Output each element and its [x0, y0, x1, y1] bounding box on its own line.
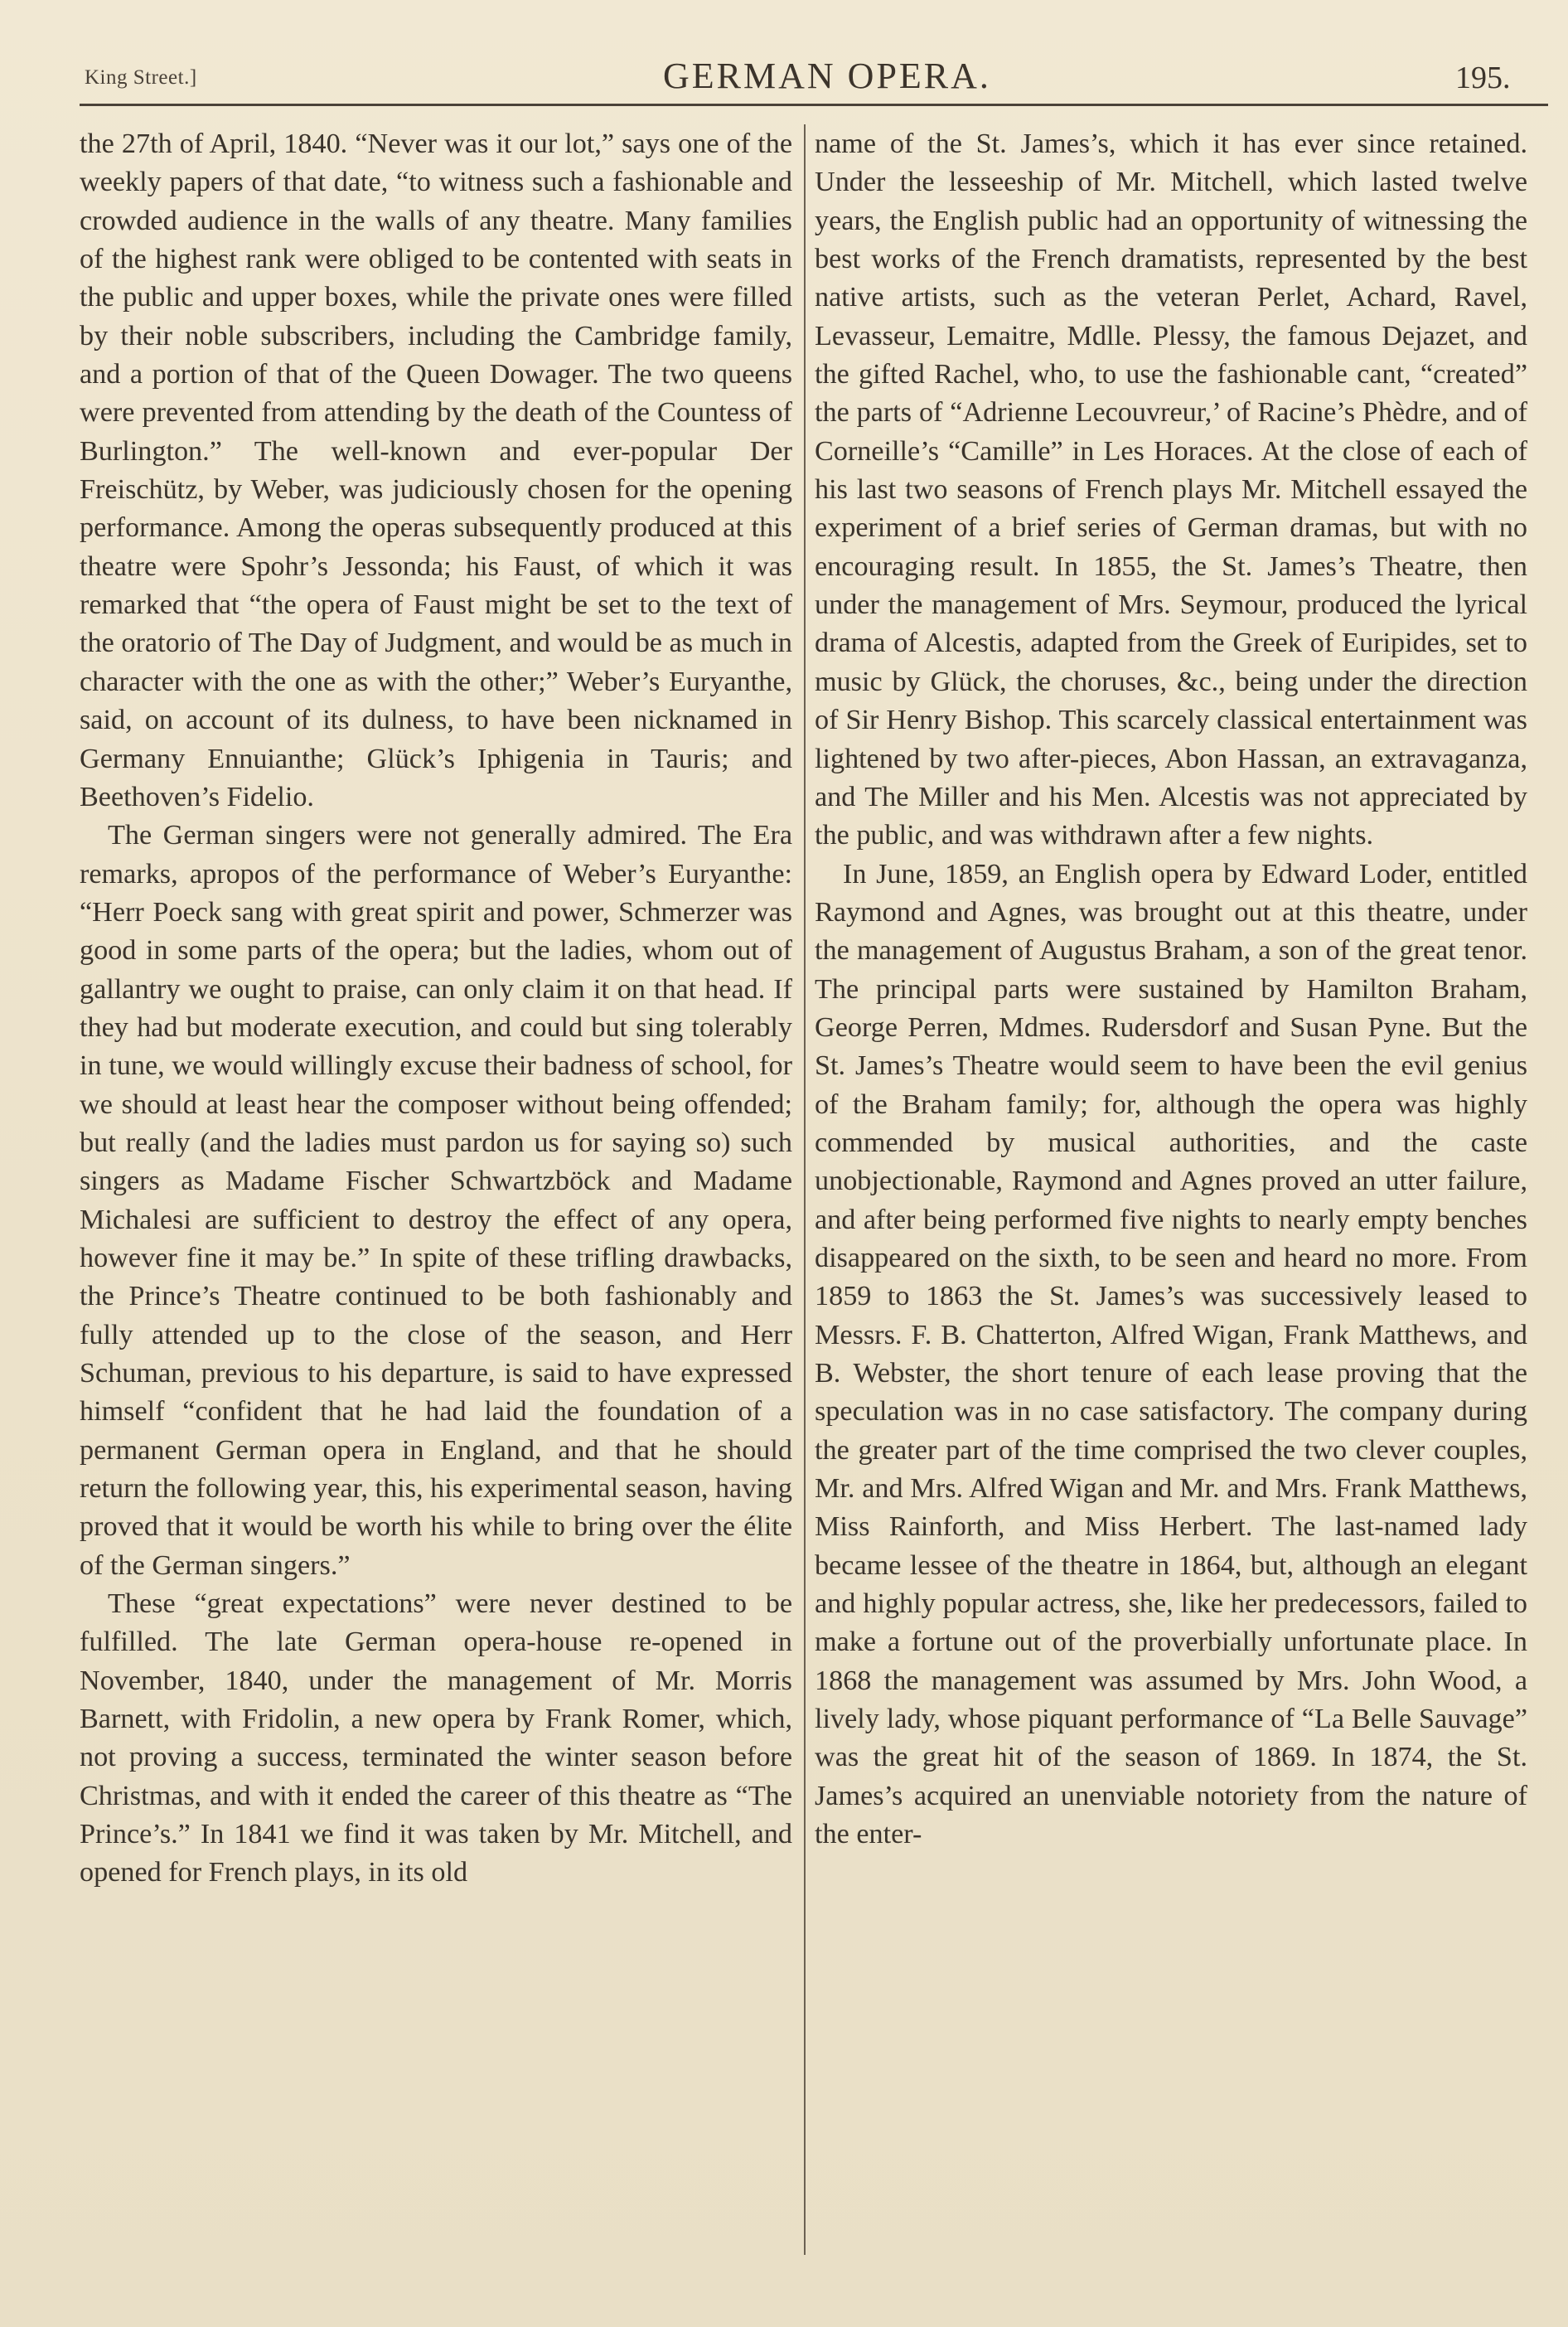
page-header [80, 55, 1555, 104]
page-number: 195. [1455, 61, 1511, 95]
paragraph: These “great expectations” were never destined to be fulfilled. The late German opera-house re-opened in November, 1840, under the management of Mr. Morris Barnett, with Fridolin, a new opera by Frank Romer, which, not proving a success, terminated the winter season before Christmas, and with it ended the career of this theatre as “The Prince’s.” In 1841 we find it was taken by Mr. Mitchell, and opened for French plays, in its old [80, 1588, 792, 1888]
running-head: King Street.] [85, 66, 197, 89]
column-divider [804, 124, 806, 2255]
page-title: GERMAN OPERA. [663, 56, 991, 96]
left-column [80, 125, 792, 1893]
paragraph: In June, 1859, an English opera by Edward Loder, entitled Raymond and Agnes, was brought out at this theatre, under the management of Augustus Braham, a son of the great tenor. The principal parts were sustained by Hamilton Braham, George Perren, Mdmes. Rudersdorf and Susan Pyne. But the St. James’s Theatre would seem to have been the evil genius of the Braham family; for, although the opera was highly commended by musical authorities, and the caste unobjectionable, Raymond and Agnes proved an utter failure, and after being performed five nights to nearly empty benches disappeared on the sixth, to be seen and heard no more. From 1859 to 1863 the St. James’s was successively leased to Messrs. F. B. Chatterton, Alfred Wigan, Frank Matthews, and B. Webster, the short tenure of each lease proving that the speculation was in no case satisfactory. The company during the greater part of the time comprised the two clever couples, Mr. and Mrs. Alfred Wigan and Mr. and Mrs. Frank Matthews, Miss Rainforth, and Miss Herbert. The last-named lady became lessee of the theatre in 1864, but, although an elegant and highly popular actress, she, like her predecessors, failed to make a fortune out of the proverbially unfortunate place. In 1868 the management was assumed by Mrs. John Wood, a lively lady, whose piquant performance of “La Belle Sauvage” was the great hit of the season of 1869. In 1874, the St. James’s acquired an unenviable notoriety from the nature of the enter- [815, 858, 1527, 1850]
paragraph: name of the St. James’s, which it has ever since retained. Under the lesseeship of Mr. Mitchell, which lasted twelve years, the English public had an opportunity of witnessing the best works of the French dramatists, represented by the best native artists, such as the veteran Perlet, Achard, Ravel, Levasseur, Lemaitre, Mdlle. Plessy, the famous Dejazet, and the gifted Rachel, who, to use the fashionable cant, “created” the parts of “Adrienne Lecouvreur,’ of Racine’s Phèdre, and of Corneille’s “Camille” in Les Horaces. At the close of each of his last two seasons of French plays Mr. Mitchell essayed the experiment of a brief series of German dramas, but with no encouraging result. In 1855, the St. James’s Theatre, then under the management of Mrs. Seymour, produced the lyrical drama of Alcestis, adapted from the Greek of Euripides, set to music by Glück, the choruses, &c., being under the direction of Sir Henry Bishop. This scarcely classical entertainment was lightened by two after-pieces, Abon Hassan, an extravaganza, and The Miller and his Men. Alcestis was not appreciated by the public, and was withdrawn after a few nights. [815, 128, 1527, 851]
paragraph: the 27th of April, 1840. “Never was it our lot,” says one of the weekly papers of that date, “to witness such a fashionable and crowded audience in the walls of any theatre. Many families of the highest rank were obliged to be contented with seats in the public and upper boxes, while the private ones were filled by their noble subscribers, including the Cambridge family, and a portion of that of the Queen Dowager. The two queens were prevented from attending by the death of the Countess of Burlington.” The well-known and ever-popular Der Freischütz, by Weber, was judiciously chosen for the opening performance. Among the operas subsequently produced at this theatre were Spohr’s Jessonda; his Faust, of which it was remarked that “the opera of Faust might be set to the text of the oratorio of The Day of Judgment, and would be as much in character with the one as with the other;” Weber’s Euryanthe, said, on account of its dulness, to have been nicknamed in Germany Ennuianthe; Glück’s Iphigenia in Tauris; and Beethoven’s Fidelio. [80, 128, 792, 812]
header-rule [80, 104, 1548, 106]
right-column [815, 125, 1527, 1854]
paragraph: The German singers were not generally admired. The Era remarks, apropos of the performance of Weber’s Euryanthe: “Herr Poeck sang with great spirit and power, Schmerzer was good in some parts of the opera; but the ladies, whom out of gallantry we ought to praise, can only claim it on that head. If they had but moderate execution, and could but sing tolerably in tune, we would willingly excuse their badness of school, for we should at least hear the composer without being offended; but really (and the ladies must pardon us for saying so) such singers as Madame Fischer Schwartzböck and Madame Michalesi are sufficient to destroy the effect of any opera, however fine it may be.” In spite of these trifling drawbacks, the Prince’s Theatre continued to be both fashionably and fully attended up to the close of the season, and Herr Schuman, previous to his departure, is said to have expressed himself “confident that he had laid the foundation of a permanent German opera in England, and that he should return the following year, this, his experimental season, having proved that it would be worth his while to bring over the élite of the German singers.” [80, 820, 792, 1581]
